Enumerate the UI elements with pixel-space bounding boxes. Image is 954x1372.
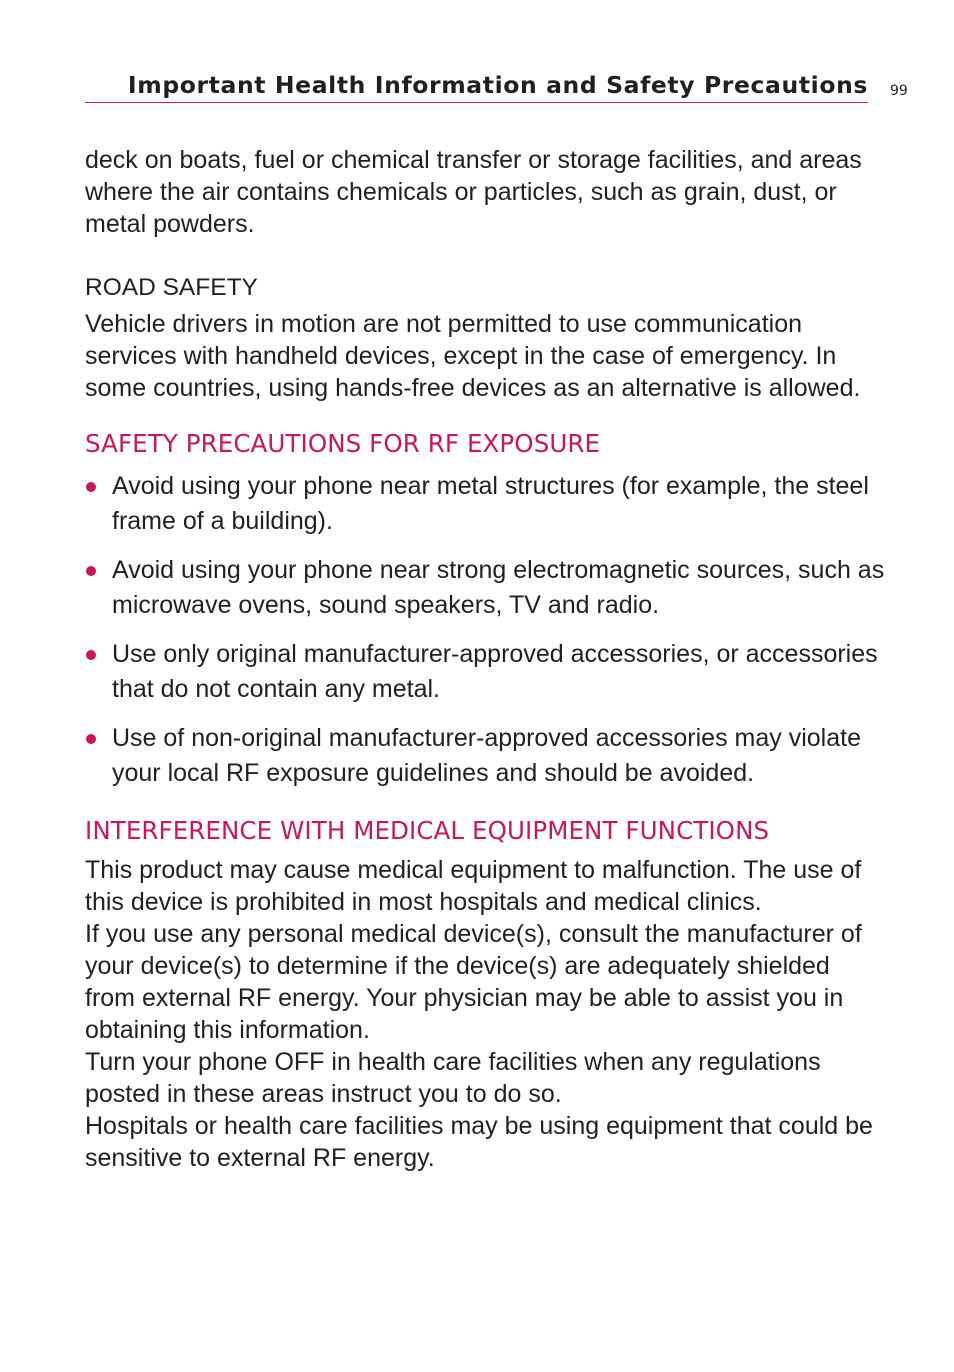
bullet-icon <box>86 734 96 744</box>
bullet-icon <box>86 482 96 492</box>
medical-paragraph: Turn your phone OFF in health care facilities when any regulations posted in these areas instruct you to do so. <box>85 1048 821 1108</box>
list-item <box>85 469 885 539</box>
medical-paragraph: This product may cause medical equipment to malfunction. The use of this device is prohibited in most hospitals and medical clinics. <box>85 856 862 916</box>
medical-equipment-heading: INTERFERENCE WITH MEDICAL EQUIPMENT FUNCTIONS <box>85 816 770 845</box>
list-item-text: Use only original manufacturer-approved accessories, or accessories that do not contain any metal. <box>112 640 878 703</box>
page-header <box>85 68 868 103</box>
list-item-text: Use of non-original manufacturer-approved accessories may violate your local RF exposure guidelines and should be avoided. <box>112 724 861 787</box>
header-title: Important Health Information and Safety Precautions <box>127 71 868 99</box>
list-item-text: Avoid using your phone near metal structures (for example, the steel frame of a building). <box>112 472 869 535</box>
page-number: 99 <box>890 83 908 99</box>
rf-exposure-heading: SAFETY PRECAUTIONS FOR RF EXPOSURE <box>85 429 601 458</box>
rf-exposure-list <box>85 469 885 791</box>
road-safety-paragraph: Vehicle drivers in motion are not permitted to use communication services with handheld devices, except in the case of emergency. In some countries, using hands-free devices as an alternative is allowed. <box>85 310 861 402</box>
bullet-icon <box>86 650 96 660</box>
list-item <box>85 637 885 707</box>
medical-paragraph: If you use any personal medical device(s), consult the manufacturer of your device(s) to determine if the device(s) are adequately shielded from external RF energy. Your physician may be able to assist you in obtaining this information. <box>85 920 862 1044</box>
list-item-text: Avoid using your phone near strong electromagnetic sources, such as microwave ovens, sound speakers, TV and radio. <box>112 556 885 619</box>
list-item <box>85 721 885 791</box>
page-content <box>85 144 885 1174</box>
road-safety-heading: ROAD SAFETY <box>85 274 258 301</box>
medical-paragraph: Hospitals or health care facilities may be using equipment that could be sensitive to external RF energy. <box>85 1112 873 1172</box>
list-item <box>85 553 885 623</box>
bullet-icon <box>86 566 96 576</box>
continuation-paragraph: deck on boats, fuel or chemical transfer or storage facilities, and areas where the air contains chemicals or particles, such as grain, dust, or metal powders. <box>85 146 862 238</box>
